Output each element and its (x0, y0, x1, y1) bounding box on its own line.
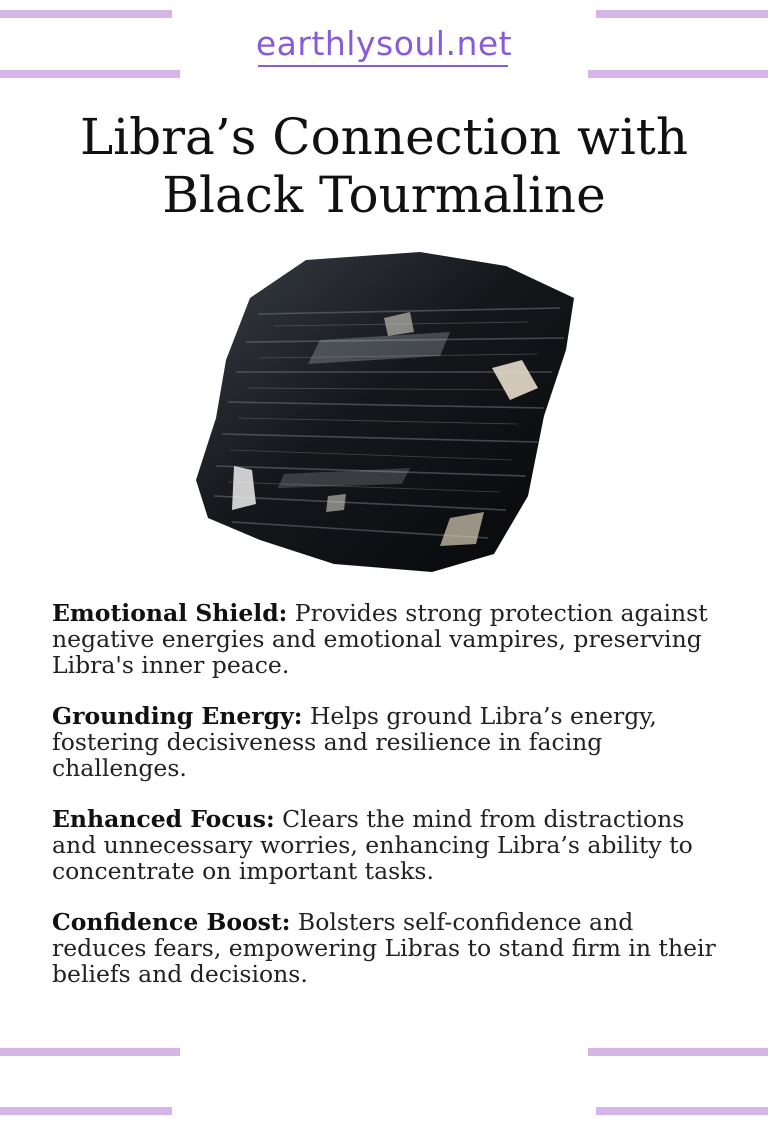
top-left-bar-upper (0, 10, 172, 18)
page-title (40, 108, 728, 224)
logo-underline (258, 65, 508, 67)
title-line-2: Black Tourmaline (162, 166, 606, 224)
bottom-right-bar-upper (588, 1048, 768, 1056)
benefit-text: Provides strong protection against negative energies and emotional vampires, preserving Libra's inner peace. (52, 599, 708, 679)
site-logo[interactable] (0, 24, 768, 65)
benefit-text: Clears the mind from distractions and unnecessary worries, enhancing Libra’s ability to concentrate on important tasks. (52, 805, 693, 885)
logo-text: earthlysoul.net (255, 24, 513, 63)
bottom-left-bar-lower (0, 1107, 172, 1115)
black-tourmaline-image (188, 248, 583, 578)
benefit-emotional-shield (52, 600, 732, 678)
benefit-label: Emotional Shield: (52, 599, 288, 627)
benefits-list (52, 600, 732, 1012)
benefit-text: Bolsters self-confidence and reduces fears, empowering Libras to stand firm in their beliefs and decisions. (52, 908, 716, 988)
bottom-right-bar-lower (596, 1107, 768, 1115)
top-left-bar-lower (0, 70, 180, 78)
benefit-text: Helps ground Libra’s energy, fostering decisiveness and resilience in facing challenges. (52, 702, 657, 782)
benefit-grounding-energy (52, 703, 732, 781)
benefit-label: Enhanced Focus: (52, 805, 275, 833)
bottom-left-bar-upper (0, 1048, 180, 1056)
benefit-enhanced-focus (52, 806, 732, 884)
benefit-label: Grounding Energy: (52, 702, 303, 730)
title-line-1: Libra’s Connection with (79, 108, 689, 166)
top-right-bar-lower (588, 70, 768, 78)
top-right-bar-upper (596, 10, 768, 18)
benefit-confidence-boost (52, 909, 732, 987)
benefit-label: Confidence Boost: (52, 908, 291, 936)
